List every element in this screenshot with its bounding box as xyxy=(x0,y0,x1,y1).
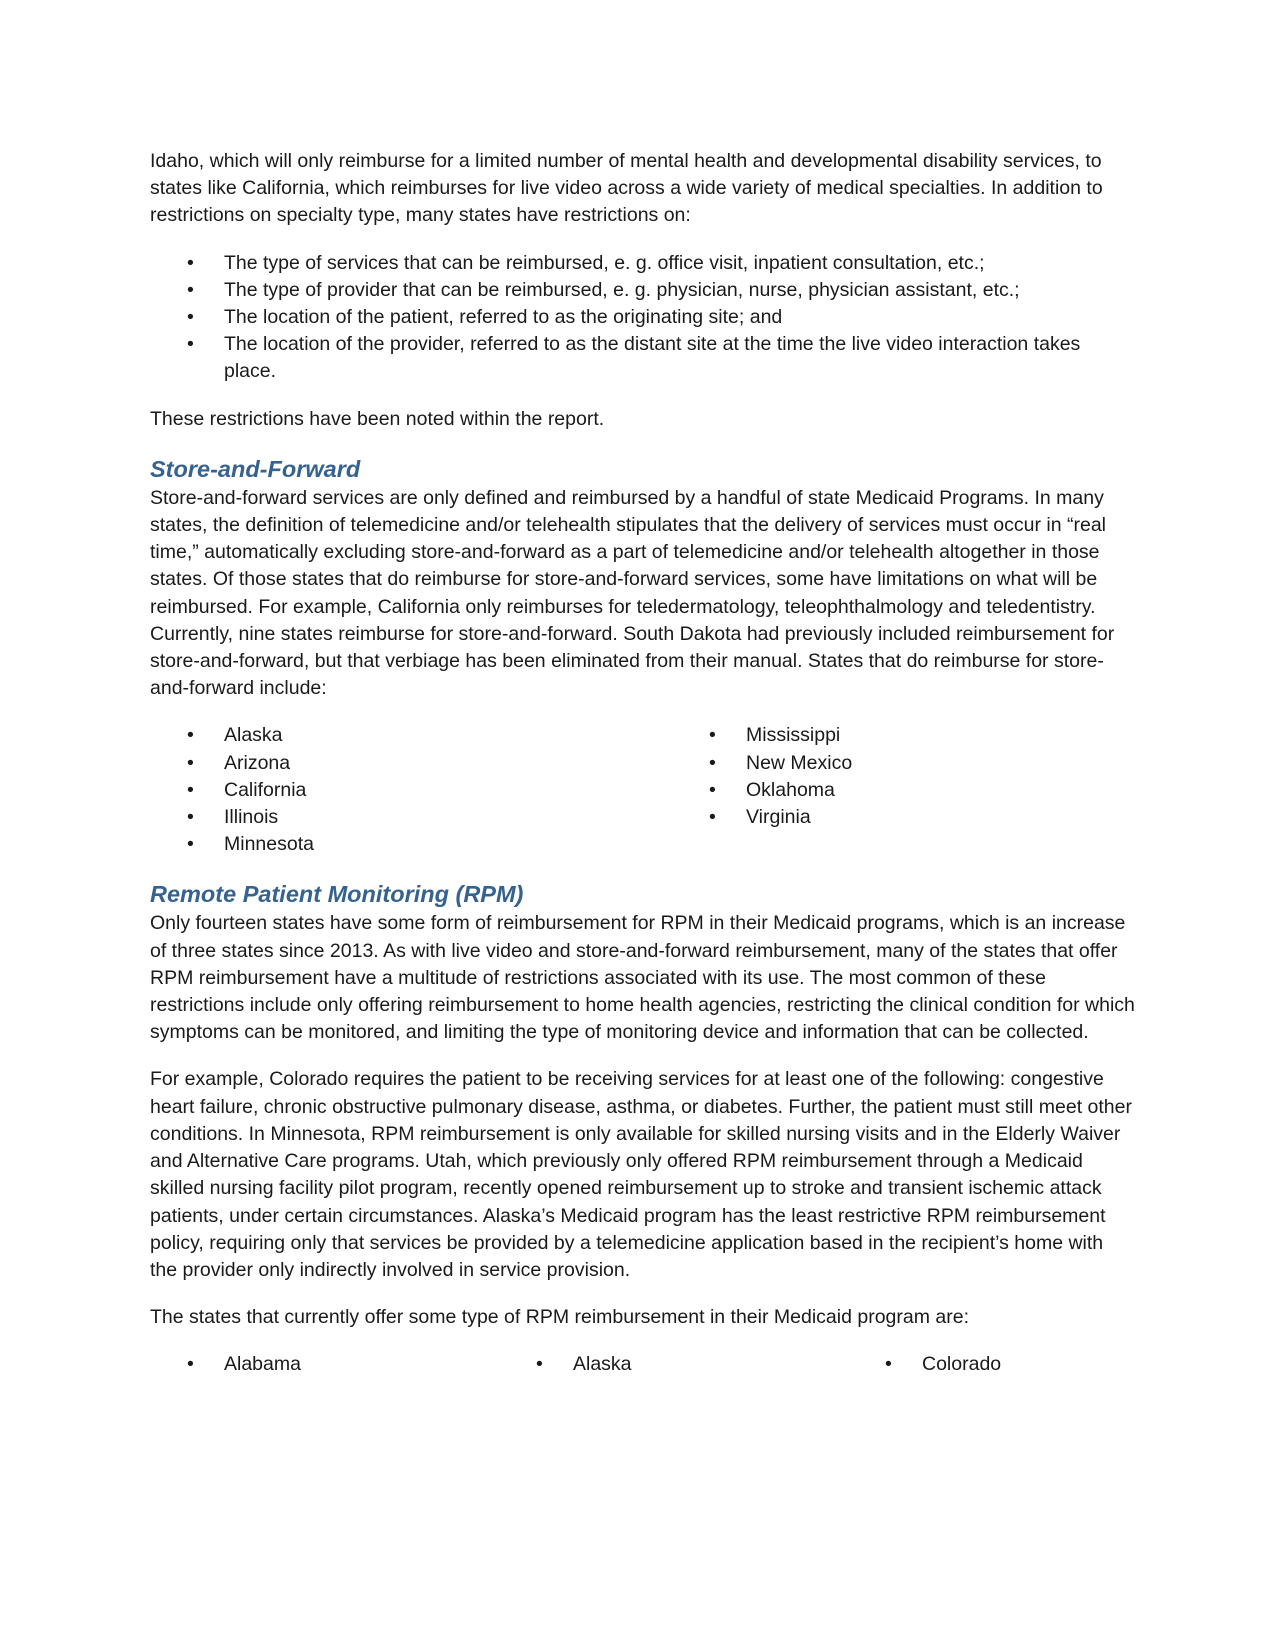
list-item: • New Mexico xyxy=(672,750,1135,777)
intro-paragraph: Idaho, which will only reimburse for a limited number of mental health and developmental disability services, to states like California, which reimburses for live video across a wide variety of medical specialties. In addition to restrictions on specialty type, many states have restrictions on: xyxy=(150,150,1103,227)
store-forward-heading: Store-and-Forward xyxy=(150,455,361,482)
list-item: • Colorado xyxy=(848,1351,1135,1378)
bullet-icon: • xyxy=(709,751,716,774)
rpm-paragraph-1: Only fourteen states have some form of reimbursement for RPM in their Medicaid programs, which is an increase of three states since 2013. As with live video and store-and-forward reimbursement, many of the states that offer RPM reimbursement have a multitude of restrictions associated with its use. The most common of these restrictions include only offering reimbursement to home health agencies, restricting the clinical condition for which symptoms can be monitored, and limiting the type of monitoring device and information that can be collected. xyxy=(150,912,1135,1044)
list-item: • Alaska xyxy=(150,722,672,749)
restrictions-list xyxy=(150,250,1135,386)
list-item: • Minnesota xyxy=(150,831,672,858)
list-item: • Mississippi xyxy=(672,722,1135,749)
bullet-icon: • xyxy=(536,1353,543,1376)
list-item: • Alaska xyxy=(499,1351,848,1378)
states-list-col2 xyxy=(672,722,1135,858)
rpm-states-col3 xyxy=(848,1351,1135,1378)
rpm-states-col2 xyxy=(499,1351,848,1378)
rpm-states-col1 xyxy=(150,1351,499,1378)
bullet-icon: • xyxy=(709,806,716,829)
list-item: • Oklahoma xyxy=(672,777,1135,804)
list-item: • The location of the provider, referred to as the distant site at the time the live video interaction takes place. xyxy=(187,333,1081,383)
bullet-icon: • xyxy=(187,278,194,301)
rpm-paragraph-2: For example, Colorado requires the patient to be receiving services for at least one of the following: congestive heart failure, chronic obstructive pulmonary disease, asthma, or diabetes. Further, the patient must still meet other conditions. In Minnesota, RPM reimbursement is only available for skilled nursing visits and in the Elderly Waiver and Alternative Care programs. Utah, which previously only offered RPM reimbursement through a Medicaid skilled nursing facility pilot program, recently opened reimbursement up to stroke and transient ischemic attack patients, under certain circumstances. Alaska’s Medicaid program has the least restrictive RPM reimbursement policy, requiring only that services be provided by a telemedicine application based in the recipient’s home with the provider only indirectly involved in service provision. xyxy=(150,1068,1132,1281)
list-item: • The type of services that can be reimbursed, e. g. office visit, inpatient consultation, etc.; xyxy=(150,250,1135,277)
bullet-icon: • xyxy=(709,778,716,801)
rpm-paragraph-3: The states that currently offer some type of RPM reimbursement in their Medicaid program are: xyxy=(150,1306,969,1329)
bullet-icon: • xyxy=(709,724,716,747)
list-item: • Virginia xyxy=(672,804,1135,831)
rpm-states xyxy=(150,1351,1135,1378)
bullet-icon: • xyxy=(187,751,194,774)
bullet-icon: • xyxy=(187,1353,194,1376)
bullet-icon: • xyxy=(187,333,194,356)
list-item: • Illinois xyxy=(150,804,672,831)
list-item: • Arizona xyxy=(150,750,672,777)
bullet-icon: • xyxy=(187,806,194,829)
list-item: • The type of provider that can be reimbursed, e. g. physician, nurse, physician assistant, etc.; xyxy=(150,277,1135,304)
bullet-icon: • xyxy=(187,306,194,329)
intro-closing: These restrictions have been noted within the report. xyxy=(150,407,605,430)
store-forward-states xyxy=(150,722,1135,858)
bullet-icon: • xyxy=(187,724,194,747)
list-item: • The location of the patient, referred to as the originating site; and xyxy=(150,304,1135,331)
list-item: • Alabama xyxy=(150,1351,499,1378)
states-list-col1 xyxy=(150,722,672,858)
bullet-icon: • xyxy=(187,833,194,856)
store-forward-paragraph: Store-and-forward services are only defined and reimbursed by a handful of state Medicaid Programs. In many states, the definition of telemedicine and/or telehealth stipulates that the delivery of services must occur in “real time,” automatically excluding store-and-forward as a part of telemedicine and/or telehealth altogether in those states. Of those states that do reimburse for store-and-forward services, some have limitations on what will be reimbursed. For example, California only reimburses for teledermatology, teleophthalmology and teledentistry. Currently, nine states reimburse for store-and-forward. South Dakota had previously included reimbursement for store-and-forward, but that verbiage has been eliminated from their manual. States that do reimburse for store-and-forward include: xyxy=(150,486,1115,700)
bullet-icon: • xyxy=(187,251,194,274)
list-item: • California xyxy=(150,777,672,804)
document-page xyxy=(150,148,1135,1379)
bullet-icon: • xyxy=(187,778,194,801)
rpm-heading: Remote Patient Monitoring (RPM) xyxy=(150,881,524,908)
bullet-icon: • xyxy=(885,1353,892,1376)
